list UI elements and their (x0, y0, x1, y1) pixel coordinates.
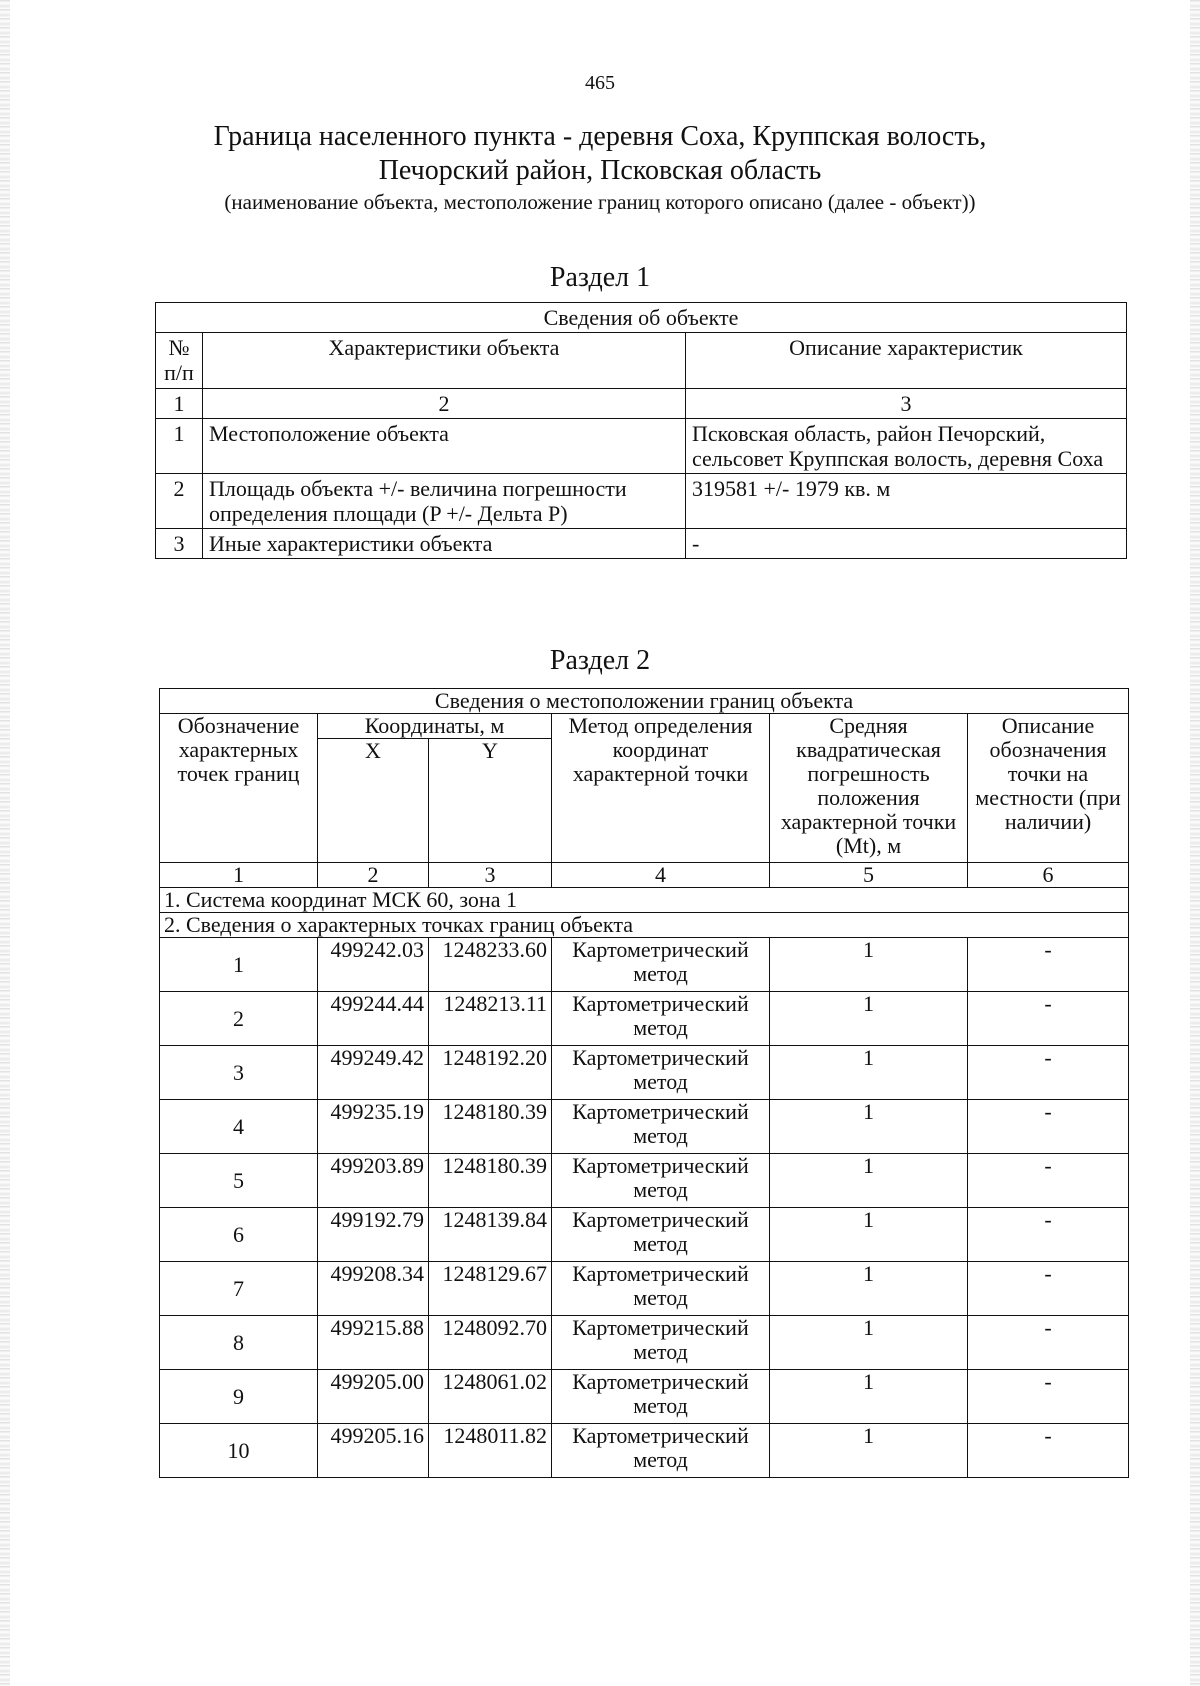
row-characteristic: Иные характеристики объекта (203, 529, 686, 559)
scan-edge-right (1190, 0, 1200, 1686)
point-description: - (968, 1316, 1129, 1370)
point-x: 499205.00 (318, 1370, 429, 1424)
header-accuracy: Средняя квадратическая погрешность положения характерной точки (Mt), м (770, 714, 968, 863)
point-accuracy: 1 (770, 1262, 968, 1316)
column-number: 2 (203, 389, 686, 419)
point-y: 1248233.60 (429, 938, 552, 992)
point-description: - (968, 938, 1129, 992)
point-x: 499203.89 (318, 1154, 429, 1208)
point-number: 7 (160, 1262, 318, 1316)
point-accuracy: 1 (770, 1100, 968, 1154)
point-description: - (968, 992, 1129, 1046)
column-number: 2 (318, 863, 429, 888)
point-number: 5 (160, 1154, 318, 1208)
section2-title: Раздел 2 (549, 645, 651, 676)
point-method: Картометрический метод (552, 1154, 770, 1208)
table-row (156, 529, 1127, 559)
point-y: 1248192.20 (429, 1046, 552, 1100)
point-method: Картометрический метод (552, 1316, 770, 1370)
column-number: 1 (160, 863, 318, 888)
document-subtitle: (наименование объекта, местоположение границ которого описано (далее - объект)) (224, 190, 976, 214)
point-accuracy: 1 (770, 1316, 968, 1370)
point-accuracy: 1 (770, 1424, 968, 1478)
row-no: 2 (156, 474, 203, 529)
table-row (160, 992, 1129, 1046)
point-y: 1248061.02 (429, 1370, 552, 1424)
header-x: X (318, 739, 429, 863)
point-number: 2 (160, 992, 318, 1046)
title-line-2: Печорский район, Псковская область (378, 155, 822, 186)
header-point: Обозначение характерных точек границ (160, 714, 318, 863)
column-number: 3 (686, 389, 1127, 419)
title-line-1: Граница населенного пункта - деревня Соха, Круппская волость, (213, 121, 987, 152)
point-method: Картометрический метод (552, 1370, 770, 1424)
row-description: 319581 +/- 1979 кв. м (686, 474, 1127, 529)
point-y: 1248139.84 (429, 1208, 552, 1262)
point-description: - (968, 1424, 1129, 1478)
point-x: 499242.03 (318, 938, 429, 992)
boundary-points-caption: Сведения о местоположении границ объекта (160, 689, 1129, 714)
point-accuracy: 1 (770, 938, 968, 992)
table-row (160, 1424, 1129, 1478)
row-no: 1 (156, 419, 203, 474)
document-title (0, 120, 1200, 188)
table-row (160, 1154, 1129, 1208)
point-x: 499208.34 (318, 1262, 429, 1316)
table-row (160, 1316, 1129, 1370)
point-description: - (968, 1046, 1129, 1100)
column-number: 3 (429, 863, 552, 888)
point-accuracy: 1 (770, 1154, 968, 1208)
column-number: 5 (770, 863, 968, 888)
section1-title: Раздел 1 (549, 262, 651, 293)
point-y: 1248180.39 (429, 1154, 552, 1208)
row-no: 3 (156, 529, 203, 559)
point-number: 4 (160, 1100, 318, 1154)
point-description: - (968, 1100, 1129, 1154)
column-number: 1 (156, 389, 203, 419)
column-number: 4 (552, 863, 770, 888)
header-description: Описание характеристик (686, 333, 1127, 389)
table-row (156, 419, 1127, 474)
point-number: 1 (160, 938, 318, 992)
point-accuracy: 1 (770, 1046, 968, 1100)
header-point-description: Описание обозначения точки на местности (при наличии) (968, 714, 1129, 863)
points-body (160, 938, 1129, 1478)
point-method: Картометрический метод (552, 1424, 770, 1478)
point-description: - (968, 1208, 1129, 1262)
table-row (160, 938, 1129, 992)
point-x: 499205.16 (318, 1424, 429, 1478)
point-x: 499249.42 (318, 1046, 429, 1100)
table-row (156, 474, 1127, 529)
point-number: 8 (160, 1316, 318, 1370)
point-y: 1248129.67 (429, 1262, 552, 1316)
header-no: № п/п (156, 333, 203, 389)
point-description: - (968, 1154, 1129, 1208)
point-accuracy: 1 (770, 1370, 968, 1424)
object-info-caption: Сведения об объекте (156, 303, 1127, 333)
row-characteristic: Площадь объекта +/- величина погрешности определения площади (P +/- Дельта P) (203, 474, 686, 529)
table-row (160, 1100, 1129, 1154)
point-accuracy: 1 (770, 992, 968, 1046)
table-row (160, 1370, 1129, 1424)
header-method: Метод определения координат характерной точки (552, 714, 770, 863)
table-row (160, 1046, 1129, 1100)
point-number: 3 (160, 1046, 318, 1100)
point-description: - (968, 1370, 1129, 1424)
point-y: 1248092.70 (429, 1316, 552, 1370)
point-number: 9 (160, 1370, 318, 1424)
point-number: 10 (160, 1424, 318, 1478)
point-x: 499244.44 (318, 992, 429, 1046)
table-row (160, 1262, 1129, 1316)
header-coords: Координаты, м (318, 714, 552, 739)
row-description: Псковская область, район Печорский, сельсовет Круппская волость, деревня Соха (686, 419, 1127, 474)
column-number: 6 (968, 863, 1129, 888)
scan-edge-left (0, 0, 10, 1686)
header-y: Y (429, 739, 552, 863)
object-info-table (155, 302, 1127, 559)
page-number: 465 (585, 72, 615, 94)
row-characteristic: Местоположение объекта (203, 419, 686, 474)
point-method: Картометрический метод (552, 992, 770, 1046)
point-description: - (968, 1262, 1129, 1316)
point-method: Картометрический метод (552, 1262, 770, 1316)
table-row (160, 1208, 1129, 1262)
point-number: 6 (160, 1208, 318, 1262)
header-characteristic: Характеристики объекта (203, 333, 686, 389)
point-method: Картометрический метод (552, 1208, 770, 1262)
point-method: Картометрический метод (552, 1046, 770, 1100)
row-description: - (686, 529, 1127, 559)
point-y: 1248180.39 (429, 1100, 552, 1154)
point-accuracy: 1 (770, 1208, 968, 1262)
coordinate-system-note: 1. Система координат МСК 60, зона 1 (160, 888, 1129, 913)
point-method: Картометрический метод (552, 938, 770, 992)
point-x: 499192.79 (318, 1208, 429, 1262)
boundary-points-table (159, 688, 1129, 1478)
point-y: 1248213.11 (429, 992, 552, 1046)
point-method: Картометрический метод (552, 1100, 770, 1154)
point-x: 499235.19 (318, 1100, 429, 1154)
point-x: 499215.88 (318, 1316, 429, 1370)
point-y: 1248011.82 (429, 1424, 552, 1478)
points-note: 2. Сведения о характерных точках границ объекта (160, 913, 1129, 938)
